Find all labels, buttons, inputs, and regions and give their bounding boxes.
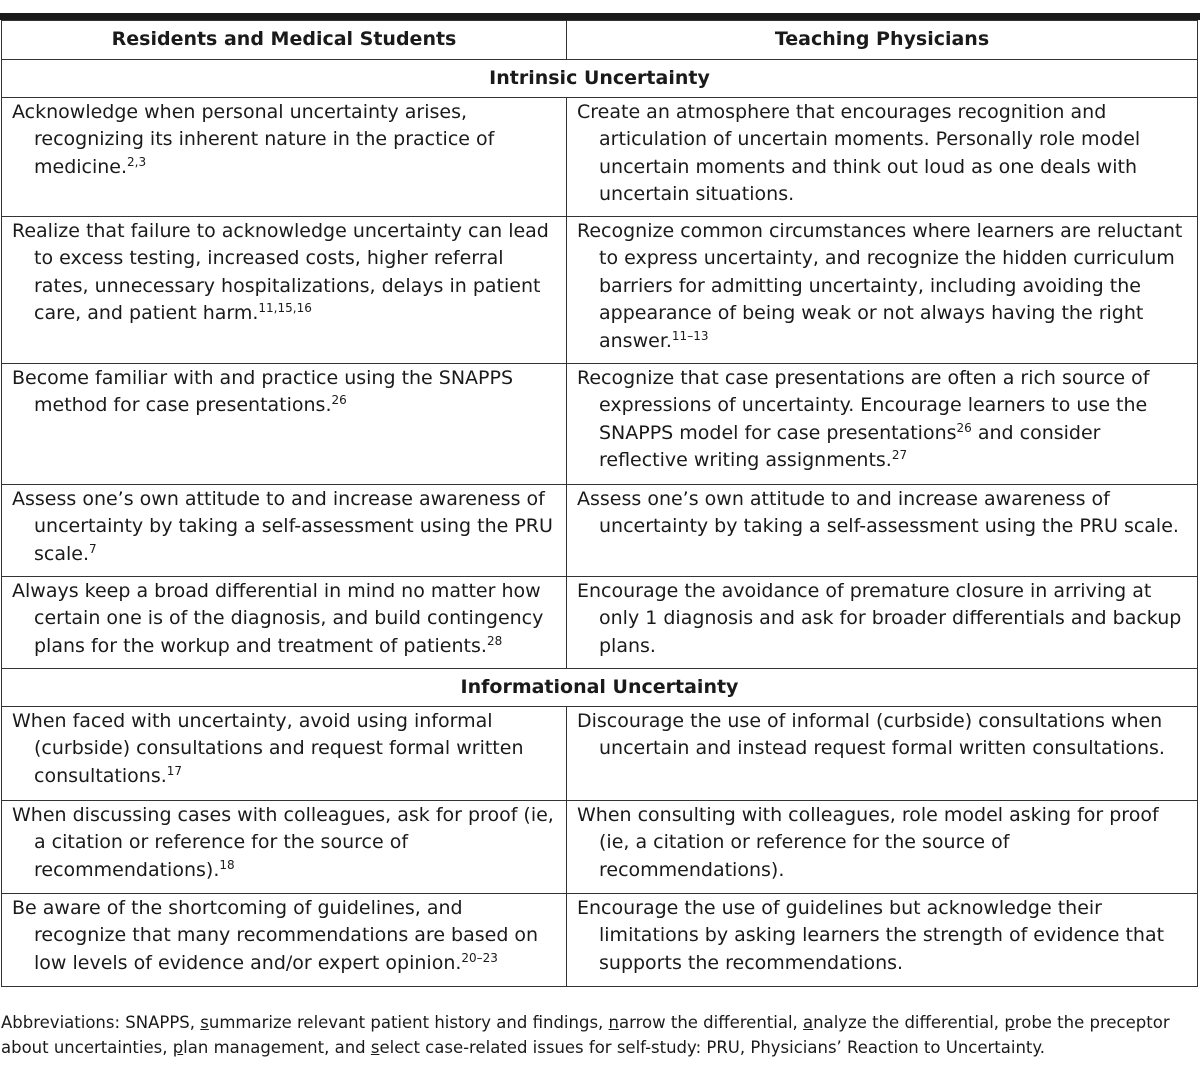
physicians-cell	[567, 707, 1198, 801]
section-row-intrinsic	[2, 60, 1198, 98]
cell-text: Encourage the use of guidelines but acknowledge their limitations by asking learners the strength of evidence that supports the recommendations.	[577, 897, 1165, 974]
residents-cell	[2, 801, 567, 894]
physicians-cell	[567, 98, 1198, 217]
residents-cell	[2, 577, 567, 669]
cell-text: Encourage the avoidance of premature closure in arriving at only 1 diagnosis and ask for broader differentials and backup plans.	[577, 580, 1182, 657]
footnote-text: lan management, and	[183, 1038, 371, 1057]
citation-ref: 18	[219, 857, 235, 872]
cell-text: When discussing cases with colleagues, ask for proof (ie, a citation or reference for the source of recommendations).	[12, 804, 554, 881]
physicians-cell	[567, 894, 1198, 987]
cell-text: Always keep a broad differential in mind no matter how certain one is of the diagnosis, and build contingency plans for the workup and treatment of patients.	[12, 580, 544, 657]
table-row	[2, 98, 1198, 217]
cell-text: Create an atmosphere that encourages recognition and articulation of uncertain moments. Personally role model uncertain moments and think out loud as one deals with uncertain situations.	[577, 101, 1141, 206]
citation-ref: 11–13	[671, 328, 709, 343]
footnote-initial: p	[172, 1038, 184, 1057]
cell-text: Acknowledge when personal uncertainty arises, recognizing its inherent nature in the practice of medicine.	[12, 101, 495, 178]
table-row	[2, 577, 1198, 669]
residents-cell	[2, 364, 567, 485]
cell-text: Discourage the use of informal (curbside) consultations when uncertain and instead request formal written consultations.	[577, 710, 1165, 760]
abbreviations-footnote	[1, 1010, 1197, 1060]
table-row	[2, 801, 1198, 894]
footnote-lead: Abbreviations: SNAPPS,	[1, 1013, 201, 1032]
cell-text: When consulting with colleagues, role model asking for proof (ie, a citation or reference for the source of recommendations).	[577, 804, 1159, 881]
cell-text: Become familiar with and practice using the SNAPPS method for case presentations.	[12, 367, 514, 417]
citation-ref: 20–23	[461, 950, 498, 965]
physicians-cell	[567, 577, 1198, 669]
table-row	[2, 707, 1198, 801]
residents-cell	[2, 98, 567, 217]
physicians-cell	[567, 485, 1198, 577]
cell-text: Assess one’s own attitude to and increase awareness of uncertainty by taking a self-assessment using the PRU scale.	[12, 488, 553, 565]
section-row-informational	[2, 669, 1198, 707]
section-title: Informational Uncertainty	[2, 669, 1198, 707]
footnote-text: elect case-related issues for self-study: PRU, Physicians’ Reaction to Uncertainty.	[379, 1038, 1046, 1057]
residents-cell	[2, 217, 567, 364]
cell-text: Recognize common circumstances where learners are reluctant to express uncertainty, and recognize the hidden curriculum barriers for admitting uncertainty, including avoiding the appearance of being weak or not always having the right answer.	[577, 220, 1183, 352]
cell-text: and consider reflective writing assignments.	[599, 421, 1101, 472]
citation-ref: 7	[89, 541, 97, 556]
citation-ref: 27	[891, 448, 908, 463]
citation-ref: 11,15,16	[258, 301, 312, 316]
residents-cell	[2, 485, 567, 577]
physicians-cell	[567, 801, 1198, 894]
citation-ref: 28	[486, 633, 503, 648]
physicians-cell	[567, 364, 1198, 485]
citation-ref: 26	[956, 420, 972, 435]
cell-text: Recognize that case presentations are often a rich source of expressions of uncertainty. Encourage learners to use the SNAPPS model for case presentations	[577, 367, 1150, 444]
citation-ref: 17	[166, 763, 183, 778]
footnote-initial: a	[803, 1013, 814, 1032]
cell-text: Realize that failure to acknowledge uncertainty can lead to excess testing, increased costs, higher referral rates, unnecessary hospitalizations, delays in patient care, and patient harm.	[12, 220, 549, 325]
residents-cell	[2, 707, 567, 801]
footnote-text: robe the preceptor about uncertainties,	[1, 1013, 1170, 1057]
section-title: Intrinsic Uncertainty	[2, 60, 1198, 98]
citation-ref: 26	[331, 393, 347, 408]
table-row	[2, 364, 1198, 485]
cell-text: When faced with uncertainty, avoid using informal (curbside) consultations and request formal written consultations.	[12, 710, 524, 787]
table-row	[2, 894, 1198, 987]
footnote-text: nalyze the differential,	[813, 1013, 1005, 1032]
table-row	[2, 485, 1198, 577]
column-header-physicians: Teaching Physicians	[567, 21, 1198, 60]
footnote-initial: p	[1004, 1013, 1015, 1032]
footnote-initial: n	[608, 1013, 619, 1032]
residents-cell	[2, 894, 567, 987]
footnote-text: arrow the differential,	[619, 1013, 804, 1032]
physicians-cell	[567, 217, 1198, 364]
cell-text: Be aware of the shortcoming of guidelines, and recognize that many recommendations are based on low levels of evidence and/or expert opinion.	[12, 897, 539, 974]
header-row	[2, 21, 1198, 60]
footnote-initial: s	[200, 1013, 209, 1032]
footnote-text: ummarize relevant patient history and findings,	[208, 1013, 609, 1032]
top-rule	[0, 13, 1200, 20]
footnote-initial: s	[370, 1038, 380, 1057]
uncertainty-table	[1, 20, 1198, 987]
column-header-residents: Residents and Medical Students	[2, 21, 567, 60]
citation-ref: 2,3	[127, 154, 147, 169]
cell-text: Assess one’s own attitude to and increase awareness of uncertainty by taking a self-assessment using the PRU scale.	[577, 488, 1179, 538]
table-row	[2, 217, 1198, 364]
